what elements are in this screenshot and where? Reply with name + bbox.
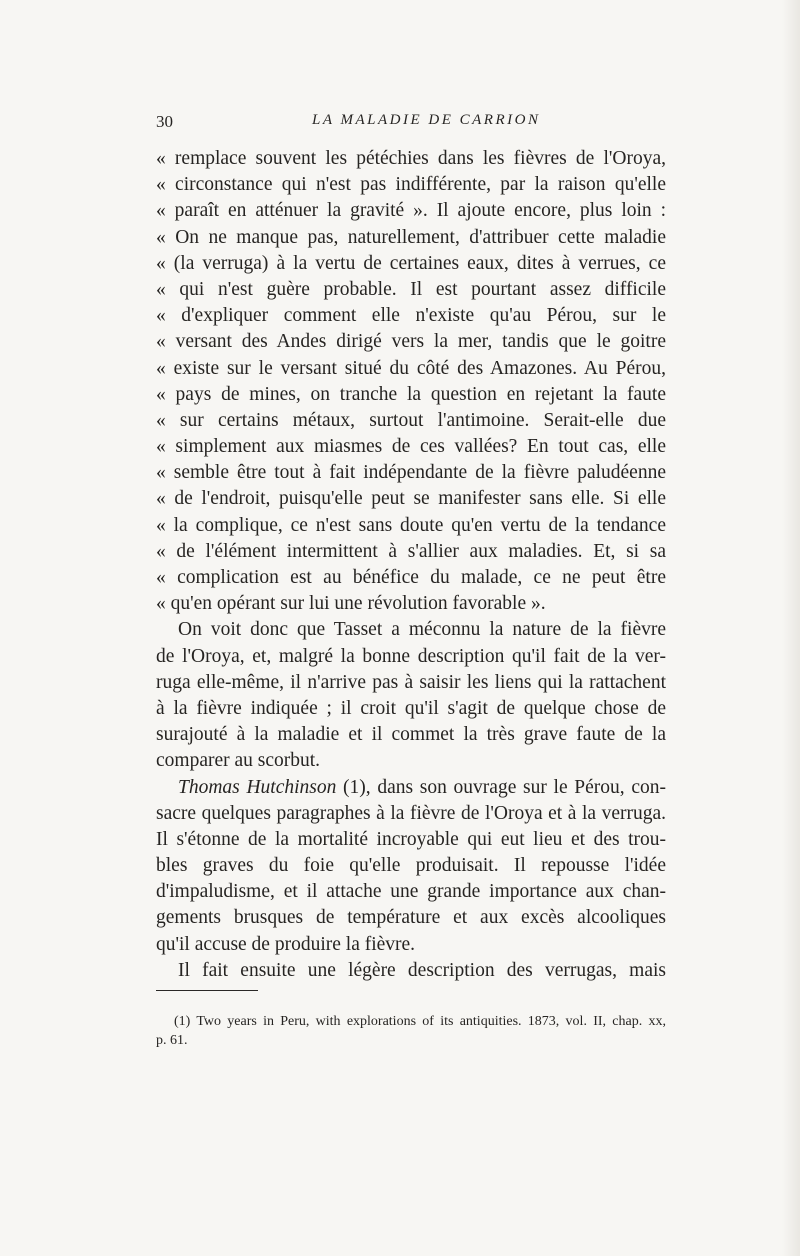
text-line: On voit donc que Tasset a méconnu la nature de la fièvre (178, 619, 666, 641)
text-line: gements brusques de température et aux excès alcooliques (156, 907, 666, 929)
author-name: Thomas Hutchinson (178, 776, 337, 798)
text-line: d'impaludisme, et il attache une grande importance aux chan- (156, 881, 666, 903)
text-line: surajouté à la maladie et il commet la très grave faute de la (156, 724, 666, 746)
text-line: « pays de mines, on tranche la question en rejetant la faute (156, 383, 666, 405)
text-line: sacre quelques paragraphes à la fièvre de l'Oroya et à la verruga. (156, 802, 666, 824)
text-line: Thomas Hutchinson (1), dans son ouvrage sur le Pérou, con- (178, 776, 666, 798)
text-line: « simplement aux miasmes de ces vallées? En tout cas, elle (156, 436, 666, 458)
text-line: « circonstance qui n'est pas indifférente, par la raison qu'elle (156, 174, 666, 196)
text-line: « paraît en atténuer la gravité ». Il ajoute encore, plus loin : (156, 200, 666, 222)
page-number: 30 (156, 112, 173, 131)
running-head (0, 112, 800, 134)
body-text (156, 146, 666, 984)
text-line: ruga elle-même, il n'arrive pas à saisir les liens qui la rattachent (156, 671, 666, 693)
text-line: « d'expliquer comment elle n'existe qu'au Pérou, sur le (156, 305, 666, 327)
text-line: « sur certains métaux, surtout l'antimoine. Serait-elle due (156, 409, 666, 431)
text-line: « On ne manque pas, naturellement, d'attribuer cette maladie (156, 226, 666, 248)
footnote-rule (156, 990, 258, 991)
text-line: de l'Oroya, et, malgré la bonne description qu'il fait de la ver- (156, 645, 666, 667)
text-line: comparer au scorbut. (156, 750, 321, 772)
page-edge-shadow (782, 0, 800, 1256)
text-line: qu'il accuse de produire la fièvre. (156, 933, 416, 955)
footnote-line: p. 61. (156, 1033, 188, 1048)
text-line: Il fait ensuite une légère description des verrugas, mais (178, 959, 666, 981)
text-line: Il s'étonne de la mortalité incroyable qui eut lieu et des trou- (156, 828, 666, 850)
footnote (156, 1012, 666, 1050)
text-line: « remplace souvent les pétéchies dans les fièvres de l'Oroya, (156, 148, 666, 169)
text-line: « (la verruga) à la vertu de certaines eaux, dites à verrues, ce (156, 252, 666, 274)
text-line: bles graves du foie qu'elle produisait. Il repousse l'idée (156, 855, 666, 877)
text-line: « la complique, ce n'est sans doute qu'en vertu de la tendance (156, 514, 666, 536)
text-line: « existe sur le versant situé du côté des Amazones. Au Pérou, (156, 357, 666, 379)
text-line: « qui n'est guère probable. Il est pourtant assez difficile (156, 278, 666, 300)
text-line: « complication est au bénéfice du malade, ce ne peut être (156, 567, 666, 588)
text-line: « semble être tout à fait indépendante de la fièvre paludéenne (156, 462, 666, 484)
text-line: « versant des Andes dirigé vers la mer, tandis que le goitre (156, 331, 666, 353)
text-line: « de l'élément intermittent à s'allier aux maladies. Et, si sa (156, 540, 666, 562)
running-title: LA MALADIE DE CARRION (312, 112, 541, 128)
text-line: à la fièvre indiquée ; il croit qu'il s'agit de quelque chose de (156, 697, 666, 719)
text-line: « de l'endroit, puisqu'elle peut se manifester sans elle. Si elle (156, 488, 666, 510)
footnote-line: (1) Two years in Peru, with explorations of its antiquities. 1873, vol. II, chap. xx, (174, 1014, 666, 1029)
text-line: « qu'en opérant sur lui une révolution favorable ». (156, 593, 546, 615)
